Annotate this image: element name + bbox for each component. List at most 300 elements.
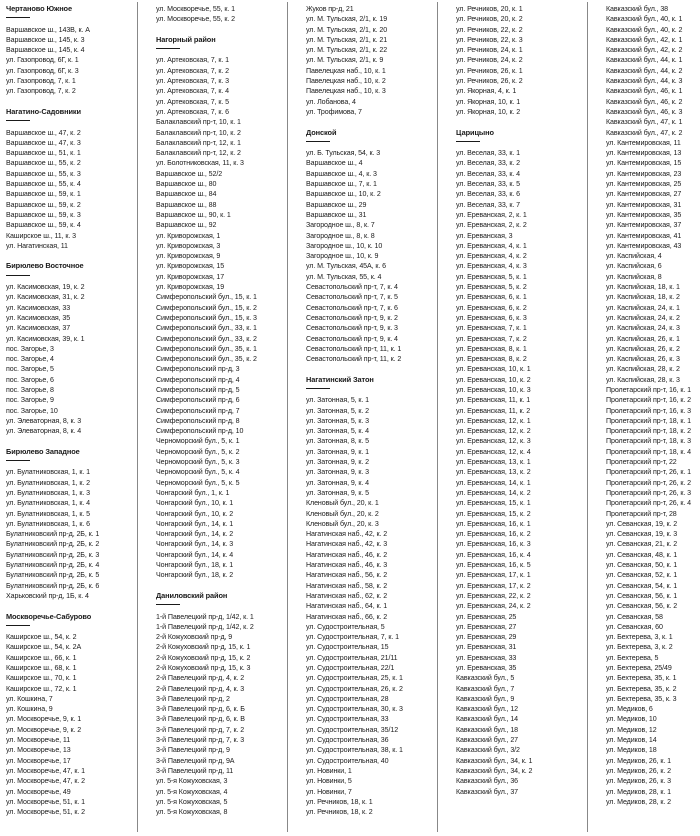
- address-item: ул. Кантемировская, 31: [606, 200, 682, 209]
- address-item: ул. Кантемировская, 15: [606, 159, 682, 168]
- address-item: ул. Ереванская, 12, к. 1: [456, 416, 531, 425]
- address-item: пос. Загорье, 8: [6, 385, 54, 394]
- address-item: ул. Касимовская, 39, к. 1: [6, 334, 85, 343]
- district-heading: Чертаново Южное: [6, 4, 138, 14]
- address-item: ул. Ереванская, 11, к. 1: [456, 396, 531, 405]
- address-item: Севастопольский пр-т, 11, к. 1: [306, 344, 402, 353]
- address-item: ул. Новинки, 7: [306, 787, 352, 796]
- address-item: пос. Загорье, 10: [6, 406, 58, 415]
- address-item: ул. Ереванская, 24, к. 2: [456, 602, 531, 611]
- district-heading: Нагатинский Затон: [306, 375, 438, 385]
- address-item: Варшавское ш., 88: [156, 200, 217, 209]
- address-item: Балаклавский пр-т, 10, к. 1: [156, 118, 241, 127]
- address-item: ул. Ереванская, 35: [456, 664, 517, 672]
- address-item: Кленовый бул., 20, к. 2: [306, 509, 379, 518]
- address-item: ул. Затонная, 9, к. 1: [306, 447, 370, 456]
- address-item: 1-й Павелецкий пр-д, 1/42, к. 2: [156, 622, 254, 631]
- address-item: ул. Криворожская, 1: [156, 231, 221, 240]
- address-item: ул. Бехтерева, 3, к. 2: [606, 643, 673, 652]
- address-item: 3-й Павелецкий пр-д, 7, к. 3: [156, 736, 245, 745]
- address-item: Каширское ш., 54, к. 2А: [6, 643, 82, 652]
- address-item: Кавказский бул., 44, к. 3: [606, 77, 683, 86]
- address-item: Севастопольский пр-т, 9, к. 4: [306, 334, 398, 343]
- address-item: ул. Якорная, 4, к. 1: [456, 87, 517, 96]
- address-column: [300, 4, 438, 832]
- address-item: ул. Кантемировская, 13: [606, 149, 682, 158]
- address-item: ул. Криворожская, 3: [156, 241, 221, 250]
- address-item: Черноморский бул., 5, к. 5: [156, 478, 240, 487]
- address-item: ул. Газопровод, 7, к. 2: [6, 87, 76, 96]
- address-item: Нагатинская наб., 66, к. 2: [306, 612, 388, 621]
- address-column: [600, 4, 700, 832]
- address-item: ул. Ереванская, 6, к. 3: [456, 313, 527, 322]
- address-item: Каширское ш., 66, к. 1: [6, 653, 77, 662]
- address-item: ул. Медиков, 14: [606, 736, 657, 745]
- address-item: Булатниковский пр-д, 2Б, к. 6: [6, 581, 100, 590]
- address-item: 3-й Павелецкий пр-д, 7, к. 2: [156, 725, 245, 734]
- address-item: ул. Ереванская, 10, к. 3: [456, 385, 531, 394]
- address-item: Варшавское ш., 90, к. 1: [156, 210, 231, 219]
- address-item: Нагатинская наб., 42, к. 2: [306, 530, 388, 539]
- address-item: ул. Севанская, 19, к. 2: [606, 519, 678, 528]
- address-item: 3-й Павелецкий пр-д, 6, к. В: [156, 715, 245, 724]
- address-item: Варшавское ш., 84: [156, 190, 217, 199]
- address-item: ул. Ереванская, 6, к. 2: [456, 303, 527, 312]
- address-item: ул. Севанская, 56, к. 2: [606, 602, 678, 611]
- address-item: ул. Москворечье, 51, к. 2: [6, 808, 85, 817]
- address-item: Севастопольский пр-т, 9, к. 3: [306, 324, 398, 333]
- address-item: ул. Москворечье, 9, к. 2: [6, 725, 82, 734]
- address-item: пос. Загорье, 9: [6, 396, 54, 405]
- address-item: Кавказский бул., 40, к. 2: [606, 25, 683, 34]
- address-item: Балаклавский пр-т, 12, к. 2: [156, 149, 241, 158]
- address-item: ул. Газопровод, 7, к. 1: [6, 77, 76, 86]
- address-item: Кавказский бул., 34, к. 1: [456, 756, 533, 765]
- address-item: Варшавское ш., 47, к. 2: [6, 128, 81, 137]
- address-item: ул. Каспийская, 6: [606, 262, 662, 271]
- address-item: ул. Ереванская, 13, к. 1: [456, 458, 531, 467]
- district-heading: Москворечье-Сабурово: [6, 612, 138, 622]
- address-item: Загородное ш., 10, к. 9: [306, 252, 379, 261]
- address-item: ул. М. Тульская, 45А, к. 6: [306, 262, 386, 271]
- address-item: Черноморский бул., 5, к. 1: [156, 437, 240, 446]
- address-item: Нагатинская наб., 46, к. 2: [306, 550, 388, 559]
- address-item: Варшавское ш., 143В, к. А: [6, 25, 90, 34]
- address-item: Чонгарский бул., 14, к. 4: [156, 550, 234, 559]
- address-item: ул. Криворожская, 17: [156, 272, 225, 281]
- address-item: Варшавское ш., 55, к. 3: [6, 169, 81, 178]
- column-divider: [287, 2, 288, 832]
- address-item: Кавказский бул., 47, к. 2: [606, 128, 683, 137]
- address-item: Жуков пр-д, 21: [306, 5, 354, 13]
- address-item: ул. Каспийская, 26, к. 3: [606, 355, 680, 364]
- address-item: Пролетарский пр-т, 26, к. 1: [606, 468, 691, 477]
- address-item: Варшавское ш., 29: [306, 200, 367, 209]
- address-item: Симферопольский бул., 15, к. 3: [156, 313, 257, 322]
- address-item: Симферопольский бул., 33, к. 2: [156, 334, 257, 343]
- address-item: ул. 5-я Кожуховская, 3: [156, 777, 228, 786]
- address-item: Варшавское ш., 10, к. 2: [306, 190, 381, 199]
- address-item: ул. Каспийская, 18, к. 2: [606, 293, 680, 302]
- address-item: ул. Якорная, 10, к. 1: [456, 97, 521, 106]
- address-item: Кавказский бул., 46, к. 3: [606, 107, 683, 116]
- address-item: пос. Загорье, 3: [6, 344, 54, 353]
- address-item: Пролетарский пр-т, 22: [606, 458, 677, 467]
- address-item: ул. Ереванская, 33: [456, 653, 517, 662]
- address-item: Пролетарский пр-т, 16, к. 1: [606, 385, 691, 394]
- address-item: Варшавское ш., 51, к. 1: [6, 149, 81, 158]
- address-item: Пролетарский пр-т, 28: [606, 509, 677, 518]
- address-item: Варшавское ш., 55, к. 2: [6, 159, 81, 168]
- address-item: ул. Затонная, 9, к. 2: [306, 458, 370, 467]
- address-item: Симферопольский пр-д, 10: [156, 427, 244, 436]
- address-item: ул. Булатниковская, 1, к. 1: [6, 468, 90, 477]
- address-item: ул. Ереванская, 16, к. 2: [456, 530, 531, 539]
- address-item: 3-й Павелецкий пр-д, 9: [156, 746, 230, 755]
- address-item: ул. Ереванская, 11, к. 2: [456, 406, 531, 415]
- address-item: ул. Артековская, 7, к. 3: [156, 77, 229, 86]
- address-item: ул. Якорная, 10, к. 2: [456, 107, 521, 116]
- address-item: 2-й Павелецкий пр-д, 4, к. 2: [156, 674, 245, 683]
- address-item: ул. Ереванская, 27: [456, 622, 517, 631]
- address-item: ул. Затонная, 9, к. 4: [306, 478, 370, 487]
- address-item: ул. Ереванская, 25: [456, 612, 517, 621]
- address-item: Загородное ш., 8, к. 8: [306, 231, 375, 240]
- address-item: ул. Ереванская, 16, к. 1: [456, 519, 531, 528]
- address-item: Симферопольский пр-д, 8: [156, 416, 240, 425]
- address-item: Чонгарский бул., 18, к. 1: [156, 561, 234, 570]
- address-item: ул. Речников, 20, к. 1: [456, 5, 523, 13]
- address-item: ул. Ереванская, 16, к. 3: [456, 540, 531, 549]
- address-item: Черноморский бул., 5, к. 3: [156, 458, 240, 467]
- address-item: ул. Булатниковская, 1, к. 4: [6, 499, 90, 508]
- address-item: Загородное ш., 10, к. 10: [306, 241, 383, 250]
- address-item: Чонгарский бул., 10, к. 1: [156, 499, 234, 508]
- address-item: Севастопольский пр-т, 7, к. 4: [306, 283, 398, 292]
- address-item: Кавказский бул., 34, к. 2: [456, 766, 533, 775]
- address-item: ул. Каспийская, 28, к. 3: [606, 375, 680, 384]
- address-item: Пролетарский пр-т, 16, к. 3: [606, 406, 691, 415]
- address-item: Кавказский бул., 7: [456, 684, 515, 693]
- column-divider: [437, 2, 438, 832]
- address-item: ул. Кантемировская, 11: [606, 138, 681, 147]
- address-item: Нагатинская наб., 64, к. 1: [306, 602, 388, 611]
- address-item: ул. Каспийская, 26, к. 1: [606, 334, 680, 343]
- address-item: Кленовый бул., 20, к. 3: [306, 519, 379, 528]
- address-item: Булатниковский пр-д, 2Б, к. 1: [6, 530, 100, 539]
- address-item: ул. Речников, 18, к. 1: [306, 797, 373, 806]
- address-item: ул. Медиков, 10: [606, 715, 657, 724]
- address-item: ул. Севанская, 19, к. 3: [606, 530, 678, 539]
- address-item: Каширское ш., 70, к. 1: [6, 674, 77, 683]
- district-heading: Бирюлево Восточное: [6, 261, 138, 271]
- address-item: Харьковский пр-д, 1Б, к. 4: [6, 591, 89, 600]
- address-item: ул. Бехтерева, 35, к. 1: [606, 674, 677, 683]
- address-item: ул. Кантемировская, 43: [606, 241, 682, 250]
- address-item: ул. Судостроительная, 15: [306, 643, 389, 652]
- address-item: Чонгарский бул., 14, к. 3: [156, 540, 234, 549]
- address-item: Варшавское ш., 59, к. 3: [6, 210, 81, 219]
- address-item: ул. Ереванская, 8, к. 2: [456, 355, 527, 364]
- address-item: Кавказский бул., 47, к. 1: [606, 118, 683, 127]
- address-item: ул. Новинки, 1: [306, 766, 352, 775]
- address-item: ул. Булатниковская, 1, к. 5: [6, 509, 90, 518]
- address-item: пос. Загорье, 5: [6, 365, 54, 374]
- address-item: ул. Медиков, 18: [606, 746, 657, 755]
- address-item: Варшавское ш., 80: [156, 180, 217, 189]
- address-item: Нагатинская наб., 56, к. 2: [306, 571, 388, 580]
- address-item: Пролетарский пр-т, 26, к. 3: [606, 488, 691, 497]
- address-item: пос. Загорье, 4: [6, 355, 54, 364]
- address-item: ул. Ереванская, 16, к. 5: [456, 561, 531, 570]
- address-item: ул. Москворечье, 51, к. 1: [6, 797, 85, 806]
- address-item: ул. Касимовская, 19, к. 2: [6, 283, 85, 292]
- address-item: ул. Судостроительная, 26, к. 2: [306, 684, 403, 693]
- address-item: ул. Ереванская, 7, к. 2: [456, 334, 527, 343]
- address-item: ул. Каспийская, 28, к. 2: [606, 365, 680, 374]
- address-item: Нагатинская наб., 42, к. 3: [306, 540, 388, 549]
- address-item: ул. Бехтерева, 35, к. 2: [606, 684, 677, 693]
- address-item: ул. Затонная, 5, к. 2: [306, 406, 370, 415]
- district-heading: Нагорный район: [156, 35, 288, 45]
- address-item: Чонгарский бул., 10, к. 2: [156, 509, 234, 518]
- address-item: Пролетарский пр-т, 18, к. 3: [606, 437, 691, 446]
- address-item: Варшавское ш., 145, к. 3: [6, 35, 85, 44]
- address-item: Севастопольский пр-т, 11, к. 2: [306, 355, 402, 364]
- address-item: ул. Кантемировская, 37: [606, 221, 682, 230]
- address-item: Булатниковский пр-д, 2Б, к. 3: [6, 550, 100, 559]
- address-item: Варшавское ш., 55, к. 4: [6, 180, 81, 189]
- address-item: Кавказский бул., 40, к. 1: [606, 15, 683, 24]
- address-item: ул. Кантемировская, 25: [606, 180, 682, 189]
- address-item: ул. Судостроительная, 38, к. 1: [306, 746, 403, 755]
- address-item: ул. Речников, 18, к. 2: [306, 808, 373, 817]
- address-item: ул. Ереванская, 29: [456, 633, 517, 642]
- address-item: Каширское ш., 11, к. 3: [6, 231, 76, 240]
- address-item: ул. Ереванская, 17, к. 1: [456, 571, 531, 580]
- address-item: ул. Москворечье, 11: [6, 736, 71, 745]
- address-item: Симферопольский пр-д, 5: [156, 385, 240, 394]
- address-item: ул. Медиков, 26, к. 1: [606, 756, 671, 765]
- address-item: Кавказский бул., 27: [456, 736, 519, 745]
- address-item: ул. Криворожская, 15: [156, 262, 225, 271]
- address-item: ул. Медиков, 26, к. 3: [606, 777, 671, 786]
- address-item: ул. Судостроительная, 22/1: [306, 664, 395, 672]
- address-item: ул. Москворечье, 13: [6, 746, 71, 755]
- address-item: Севастопольский пр-т, 7, к. 5: [306, 293, 398, 302]
- address-item: ул. Ереванская, 12, к. 3: [456, 437, 531, 446]
- address-item: Симферопольский пр-д, 3: [156, 365, 240, 374]
- address-item: ул. Речников, 20, к. 2: [456, 15, 523, 24]
- address-item: ул. Б. Тульская, 54, к. 3: [306, 149, 381, 158]
- address-item: ул. Затонная, 9, к. 3: [306, 468, 370, 477]
- address-item: Симферопольский бул., 33, к. 1: [156, 324, 257, 333]
- address-item: ул. Ереванская, 15, к. 1: [456, 499, 531, 508]
- address-item: ул. Медиков, 12: [606, 725, 657, 734]
- address-item: ул. Кантемировская, 35: [606, 210, 682, 219]
- address-item: Кавказский бул., 9: [456, 694, 515, 703]
- address-item: Чонгарский бул., 14, к. 1: [156, 519, 234, 528]
- address-item: Варшавское ш., 92: [156, 221, 217, 230]
- address-item: ул. Судостроительная, 21/11: [306, 653, 398, 662]
- address-item: ул. Трофимова, 7: [306, 107, 362, 116]
- address-item: ул. Судостроительная, 5: [306, 622, 385, 631]
- address-item: ул. Судостроительная, 7, к. 1: [306, 633, 399, 642]
- address-item: ул. Речников, 26, к. 1: [456, 66, 523, 75]
- address-item: Варшавское ш., 47, к. 3: [6, 138, 81, 147]
- address-item: ул. Ереванская, 2, к. 2: [456, 221, 527, 230]
- address-item: Варшавское ш., 7, к. 1: [306, 180, 377, 189]
- address-item: ул. Судостроительная, 28: [306, 694, 389, 703]
- address-item: ул. Медиков, 28, к. 2: [606, 797, 671, 806]
- address-item: Кавказский бул., 18: [456, 725, 519, 734]
- address-item: ул. Медиков, 28, к. 1: [606, 787, 671, 796]
- address-item: Севастопольский пр-т, 9, к. 2: [306, 313, 398, 322]
- address-item: ул. М. Тульская, 55, к. 4: [306, 272, 382, 281]
- address-item: 2-й Кожуховский пр-д, 15, к. 1: [156, 643, 251, 652]
- address-item: ул. Ереванская, 14, к. 1: [456, 478, 531, 487]
- address-item: ул. Медиков, 6: [606, 705, 653, 714]
- address-item: Пролетарский пр-т, 18, к. 4: [606, 447, 691, 456]
- address-item: Кавказский бул., 46, к. 1: [606, 87, 683, 96]
- address-item: Каширское ш., 68, к. 1: [6, 664, 77, 672]
- address-item: ул. Москворечье, 49: [6, 787, 71, 796]
- address-item: Пролетарский пр-т, 18, к. 1: [606, 416, 691, 425]
- address-item: ул. Ереванская, 5, к. 1: [456, 272, 527, 281]
- address-item: ул. Веселая, 33, к. 7: [456, 200, 520, 209]
- address-item: ул. Судостроительная, 30, к. 3: [306, 705, 403, 714]
- address-item: ул. Москворечье, 55, к. 1: [156, 5, 235, 13]
- address-column: [0, 4, 138, 832]
- address-item: ул. Булатниковская, 1, к. 2: [6, 478, 90, 487]
- address-item: 2-й Кожуховский пр-д, 9: [156, 633, 233, 642]
- address-item: ул. Ереванская, 13, к. 2: [456, 468, 531, 477]
- address-item: Кавказский бул., 3/2: [456, 746, 520, 755]
- address-item: ул. Ереванская, 31: [456, 643, 517, 652]
- address-item: Загородное ш., 8, к. 7: [306, 221, 375, 230]
- address-item: Пролетарский пр-т, 26, к. 2: [606, 478, 691, 487]
- address-item: ул. Медиков, 26, к. 2: [606, 766, 671, 775]
- address-item: ул. Артековская, 7, к. 4: [156, 87, 229, 96]
- address-item: ул. Ереванская, 4, к. 2: [456, 252, 527, 261]
- address-item: ул. Ереванская, 17, к. 2: [456, 581, 531, 590]
- address-item: ул. Кошкина, 7: [6, 694, 53, 703]
- address-column: [150, 4, 288, 832]
- address-item: ул. Каспийская, 26, к. 2: [606, 344, 680, 353]
- address-item: ул. Артековская, 7, к. 5: [156, 97, 229, 106]
- address-item: ул. Ереванская, 14, к. 2: [456, 488, 531, 497]
- address-item: пос. Загорье, 6: [6, 375, 54, 384]
- district-heading: Бирюлево Западное: [6, 447, 138, 457]
- address-item: ул. Ереванская, 10, к. 1: [456, 365, 531, 374]
- address-item: ул. Газопровод, 6Г, к. 3: [6, 66, 79, 75]
- address-item: ул. Веселая, 33, к. 6: [456, 190, 520, 199]
- address-item: Варшавское ш., 31: [306, 210, 367, 219]
- address-item: 3-й Павелецкий пр-д, 11: [156, 766, 234, 775]
- address-item: Булатниковский пр-д, 2Б, к. 4: [6, 561, 100, 570]
- address-item: Павелецкая наб., 10, к. 3: [306, 87, 386, 96]
- address-item: ул. М. Тульская, 2/1, к. 22: [306, 46, 388, 55]
- address-item: Чонгарский бул., 1, к. 1: [156, 488, 230, 497]
- address-item: Каширское ш., 54, к. 2: [6, 633, 77, 642]
- address-item: ул. Судостроительная, 25, к. 1: [306, 674, 403, 683]
- address-item: ул. Ереванская, 4, к. 1: [456, 241, 527, 250]
- address-column: [450, 4, 588, 832]
- address-item: ул. Каспийская, 8: [606, 272, 662, 281]
- address-item: ул. Севанская, 52, к. 1: [606, 571, 678, 580]
- address-item: ул. Элеваторная, 8, к. 3: [6, 416, 82, 425]
- address-item: ул. 5-я Кожуховская, 4: [156, 787, 228, 796]
- address-item: ул. Затонная, 5, к. 4: [306, 427, 370, 436]
- address-item: 3-й Павелецкий пр-д, 2: [156, 694, 230, 703]
- address-item: ул. Касимовская, 37: [6, 324, 71, 333]
- address-item: Черноморский бул., 5, к. 2: [156, 447, 240, 456]
- address-item: ул. Затонная, 8, к. 5: [306, 437, 370, 446]
- district-heading: Даниловский район: [156, 591, 288, 601]
- address-item: ул. Артековская, 7, к. 6: [156, 107, 229, 116]
- address-item: ул. 5-я Кожуховская, 5: [156, 797, 228, 806]
- address-item: ул. Севанская, 58: [606, 612, 663, 621]
- address-item: Кавказский бул., 5: [456, 674, 515, 683]
- address-item: ул. Ереванская, 8, к. 1: [456, 344, 527, 353]
- address-item: Нагатинская наб., 62, к. 2: [306, 591, 388, 600]
- address-item: ул. Булатниковская, 1, к. 6: [6, 519, 90, 528]
- address-item: Булатниковский пр-д, 2Б, к. 5: [6, 571, 100, 580]
- address-item: Пролетарский пр-т, 16, к. 2: [606, 396, 691, 405]
- address-item: ул. Ереванская, 6, к. 1: [456, 293, 527, 302]
- address-item: ул. Новинки, 5: [306, 777, 352, 786]
- address-item: Нагатинская наб., 58, к. 2: [306, 581, 388, 590]
- address-item: ул. Кантемировская, 23: [606, 169, 682, 178]
- address-item: ул. Элеваторная, 8, к. 4: [6, 427, 82, 436]
- address-item: ул. М. Тульская, 2/1, к. 21: [306, 35, 388, 44]
- address-item: ул. Бехтерева, 5: [606, 653, 659, 662]
- address-item: Варшавское ш., 4, к. 3: [306, 169, 377, 178]
- address-item: ул. Каспийская, 18, к. 1: [606, 283, 680, 292]
- address-item: Пролетарский пр-т, 26, к. 4: [606, 499, 691, 508]
- address-item: Кавказский бул., 14: [456, 715, 519, 724]
- address-item: 2-й Кожуховский пр-д, 15, к. 2: [156, 653, 251, 662]
- address-item: ул. Судостроительная, 35/12: [306, 725, 399, 734]
- address-item: ул. Ереванская, 22, к. 2: [456, 591, 531, 600]
- address-item: Симферопольский бул., 35, к. 2: [156, 355, 257, 364]
- address-item: ул. Касимовская, 33: [6, 303, 71, 312]
- address-item: ул. Булатниковская, 1, к. 3: [6, 488, 90, 497]
- address-item: ул. Каспийская, 24, к. 2: [606, 313, 680, 322]
- address-item: ул. Нагатинская, 11: [6, 241, 68, 250]
- address-item: Чонгарский бул., 18, к. 2: [156, 571, 234, 580]
- address-item: ул. Москворечье, 9, к. 1: [6, 715, 82, 724]
- address-item: ул. Бехтерева, 35, к. 3: [606, 694, 677, 703]
- address-item: Павелецкая наб., 10, к. 1: [306, 66, 386, 75]
- address-item: ул. Ереванская, 3: [456, 231, 513, 240]
- address-item: Симферопольский пр-д, 4: [156, 375, 240, 384]
- address-item: ул. Криворожская, 9: [156, 252, 221, 261]
- address-item: Симферопольский бул., 15, к. 1: [156, 293, 257, 302]
- address-item: Севастопольский пр-т, 7, к. 6: [306, 303, 398, 312]
- address-item: ул. Каспийская, 24, к. 3: [606, 324, 680, 333]
- address-item: Варшавское ш., 145, к. 4: [6, 46, 85, 55]
- address-item: ул. Москворечье, 17: [6, 756, 71, 765]
- address-item: Кавказский бул., 38: [606, 5, 669, 13]
- column-divider: [587, 2, 588, 832]
- address-item: Симферопольский пр-д, 6: [156, 396, 240, 405]
- address-item: Варшавское ш., 59, к. 2: [6, 200, 81, 209]
- address-item: ул. Речников, 22, к. 2: [456, 25, 523, 34]
- address-item: ул. Болотниковская, 11, к. 3: [156, 159, 244, 168]
- address-item: ул. Судостроительная, 40: [306, 756, 389, 765]
- address-item: ул. Речников, 24, к. 2: [456, 56, 523, 65]
